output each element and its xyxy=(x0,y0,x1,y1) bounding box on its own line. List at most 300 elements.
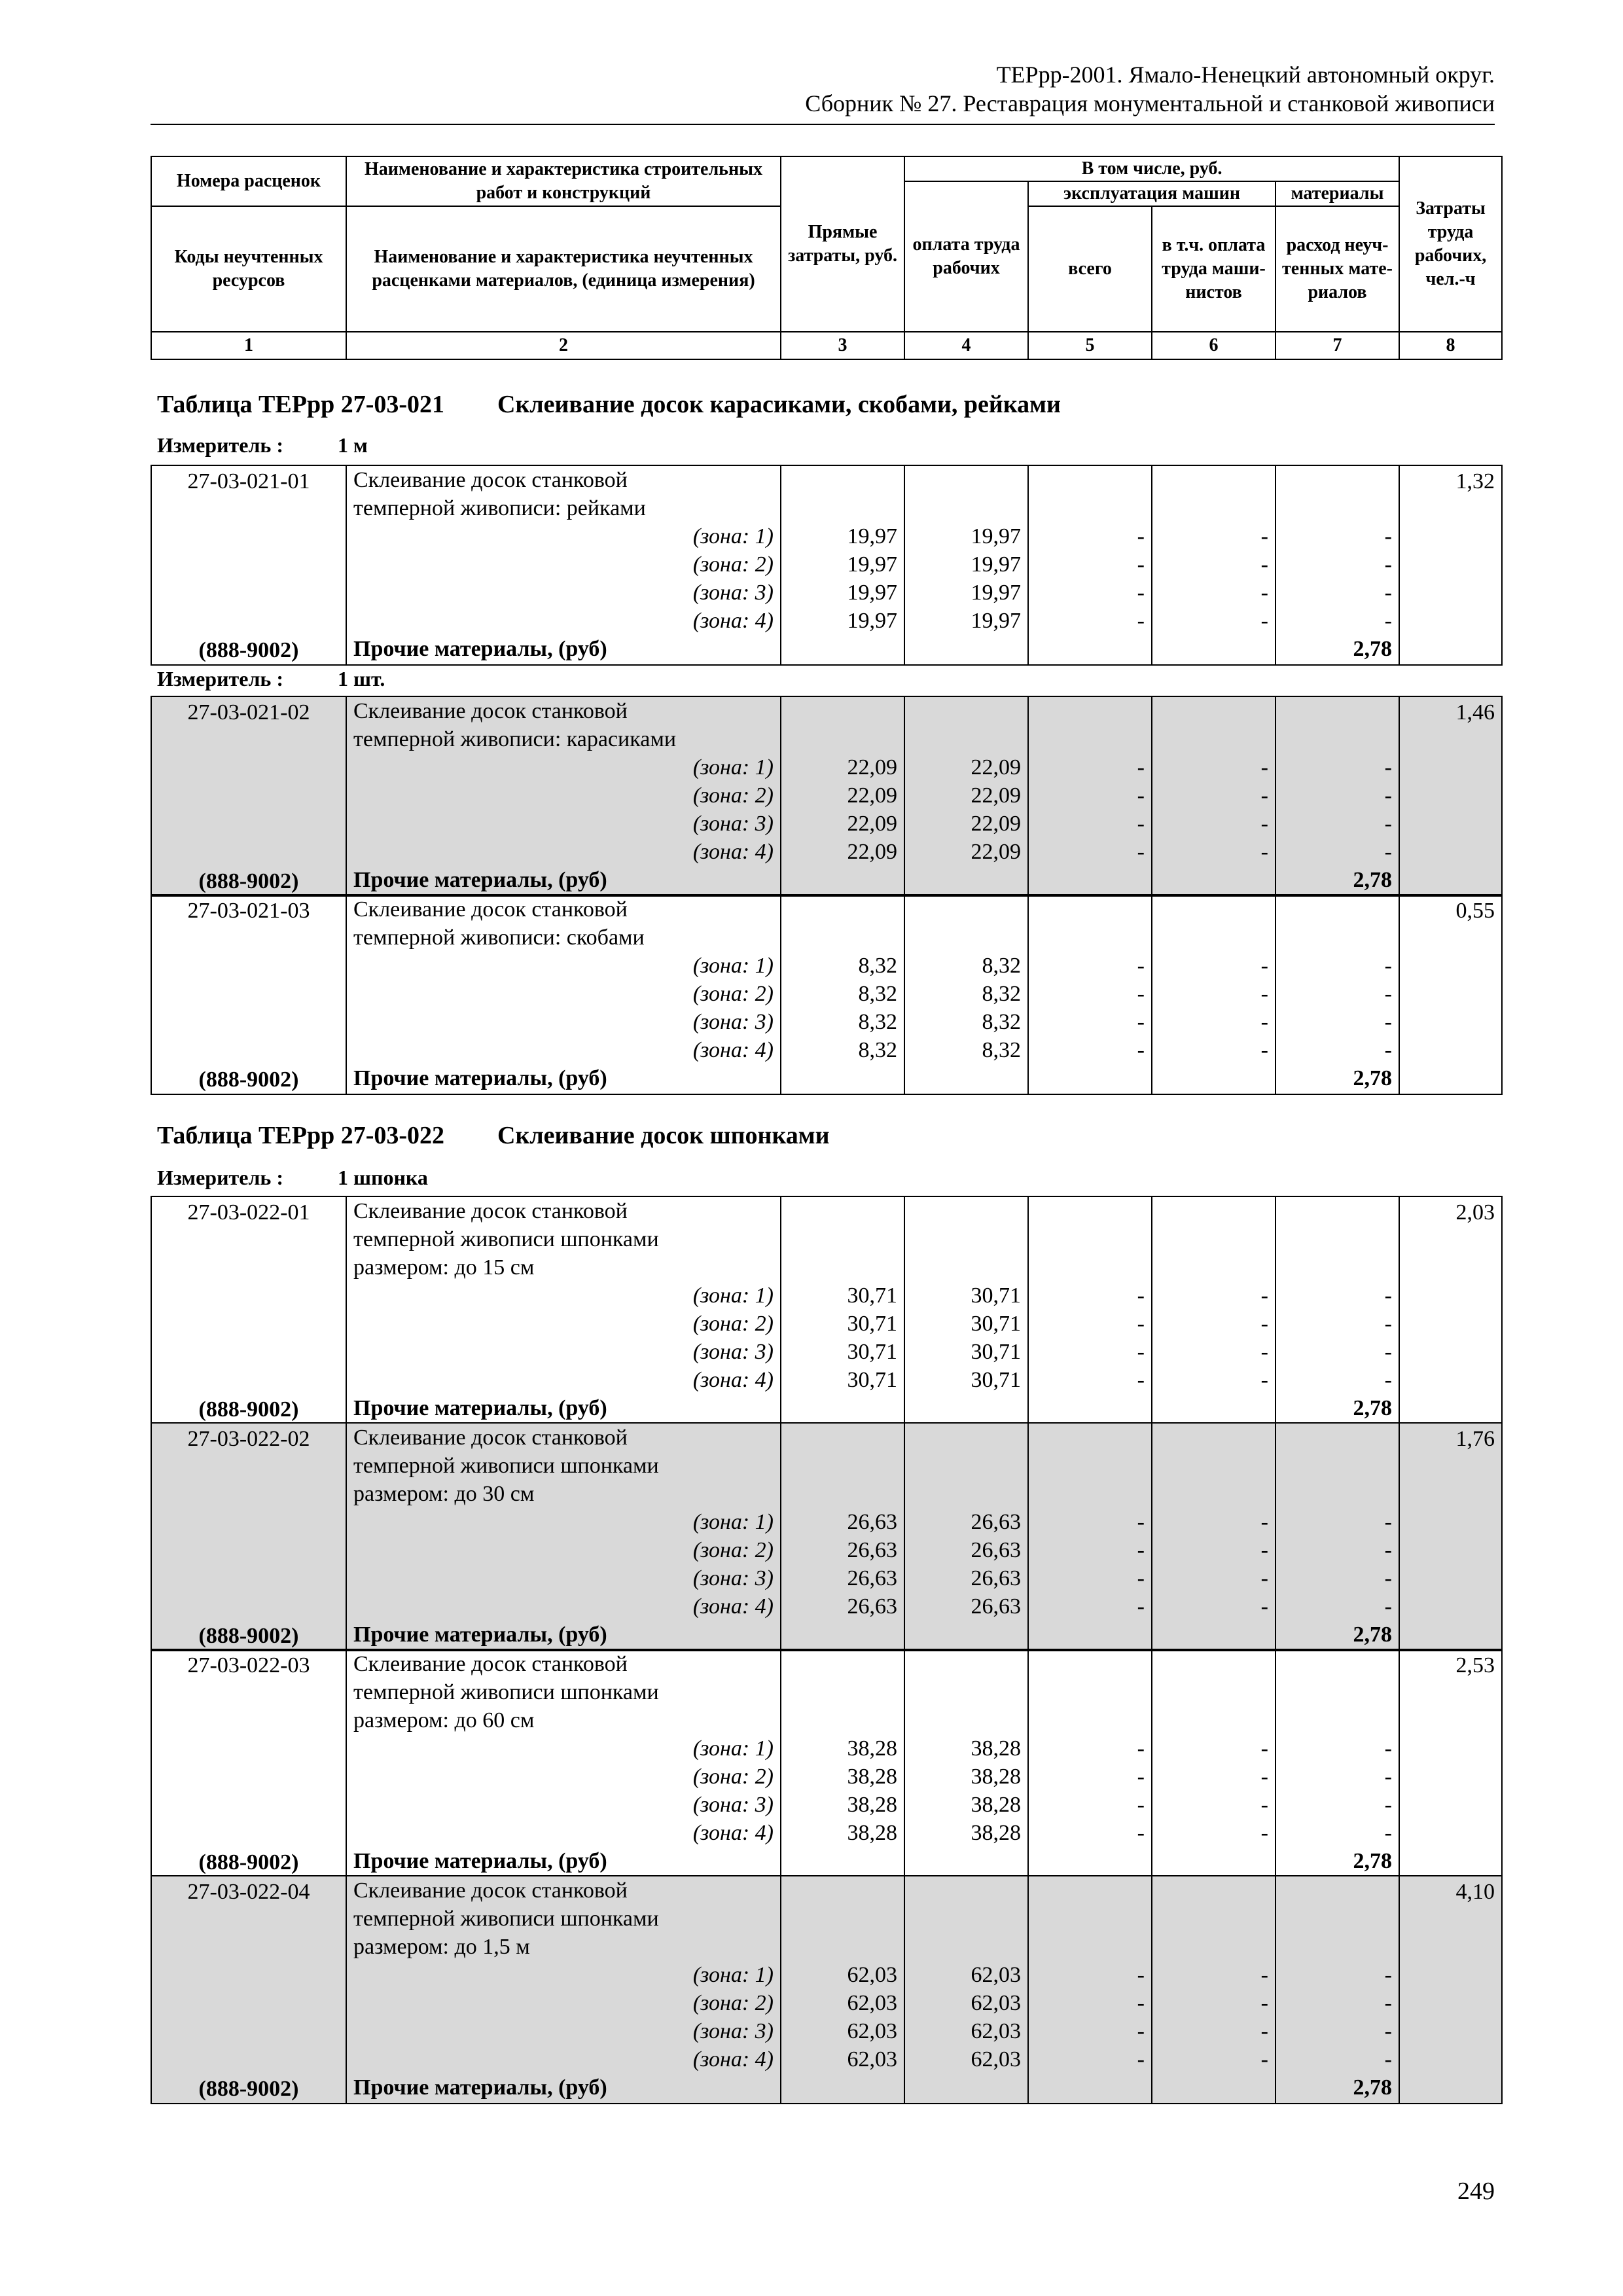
machinist-pay-cell xyxy=(1152,1196,1275,1424)
material-code: (888-9002) xyxy=(198,1397,299,1422)
direct-cost-value: 38,28 xyxy=(847,1736,897,1761)
zone-label: (зона: 4) xyxy=(692,1038,774,1062)
meter-line xyxy=(157,433,368,457)
zone-label: (зона: 3) xyxy=(692,581,774,605)
meter-value: 1 шпонка xyxy=(338,1166,428,1189)
rate-code-cell xyxy=(151,1196,346,1424)
machines-total-cell xyxy=(1028,1876,1152,2104)
material-name: Прочие материалы, (руб) xyxy=(353,637,607,661)
materials-value: - xyxy=(1384,1594,1392,1619)
machinist-pay-value: - xyxy=(1260,1368,1268,1392)
material-consumption-value: 2,78 xyxy=(1353,868,1392,892)
work-description-cell xyxy=(346,1196,781,1424)
direct-cost-cell xyxy=(781,1876,904,2104)
work-description-line: темперной живописи шпонками xyxy=(353,1454,659,1478)
direct-cost-value: 19,97 xyxy=(847,581,897,605)
page-header xyxy=(151,60,1495,118)
header-machinist-pay: в т.ч. оплата труда маши-нистов xyxy=(1152,206,1275,332)
direct-cost-value: 8,32 xyxy=(858,954,897,978)
work-description-line: Склеивание досок станковой xyxy=(353,468,628,492)
work-description-line: темперной живописи: скобами xyxy=(353,925,645,950)
machines-total-value: - xyxy=(1137,1283,1145,1308)
zone-label: (зона: 1) xyxy=(692,954,774,978)
materials-value: - xyxy=(1384,755,1392,780)
materials-value: - xyxy=(1384,1340,1392,1364)
machines-total-value: - xyxy=(1137,1963,1145,1987)
labor-hours-cell xyxy=(1399,1423,1502,1651)
labor-pay-value: 19,97 xyxy=(971,609,1021,633)
zone-label: (зона: 4) xyxy=(692,2047,774,2072)
machinist-pay-cell xyxy=(1152,696,1275,896)
machinist-pay-value: - xyxy=(1260,2019,1268,2043)
machines-total-value: - xyxy=(1137,2047,1145,2072)
direct-cost-value: 22,09 xyxy=(847,783,897,808)
labor-pay-value: 19,97 xyxy=(971,581,1021,605)
labor-pay-value: 62,03 xyxy=(971,2019,1021,2043)
labor-pay-value: 38,28 xyxy=(971,1736,1021,1761)
direct-cost-value: 8,32 xyxy=(858,1038,897,1062)
material-name: Прочие материалы, (руб) xyxy=(353,2075,607,2100)
rate-code-cell xyxy=(151,465,346,665)
labor-hours-value: 1,32 xyxy=(1455,469,1495,493)
rate-block xyxy=(151,465,1503,666)
zone-label: (зона: 3) xyxy=(692,1793,774,1817)
machines-total-value: - xyxy=(1137,1765,1145,1789)
zone-label: (зона: 1) xyxy=(692,1510,774,1534)
machines-total-value: - xyxy=(1137,609,1145,633)
rate-code-cell xyxy=(151,1649,346,1877)
machines-total-value: - xyxy=(1137,581,1145,605)
work-description-line: темперной живописи: карасиками xyxy=(353,727,677,751)
zone-label: (зона: 2) xyxy=(692,1991,774,2015)
materials-value: - xyxy=(1384,1038,1392,1062)
materials-value: - xyxy=(1384,2047,1392,2072)
rate-code-cell xyxy=(151,696,346,896)
machinist-pay-value: - xyxy=(1260,2047,1268,2072)
machinist-pay-value: - xyxy=(1260,524,1268,548)
materials-value: - xyxy=(1384,1283,1392,1308)
rate-block xyxy=(151,696,1503,897)
header-line-2: Сборник № 27. Реставрация монументальной и станковой живописи xyxy=(805,90,1495,117)
meter-line xyxy=(157,1166,428,1190)
direct-cost-value: 30,71 xyxy=(847,1368,897,1392)
machinist-pay-value: - xyxy=(1260,1821,1268,1845)
direct-cost-value: 8,32 xyxy=(858,982,897,1006)
machinist-pay-value: - xyxy=(1260,1765,1268,1789)
material-name: Прочие материалы, (руб) xyxy=(353,1849,607,1873)
labor-hours-cell xyxy=(1399,895,1502,1094)
labor-pay-cell xyxy=(904,1876,1028,2104)
materials-value: - xyxy=(1384,581,1392,605)
direct-cost-value: 62,03 xyxy=(847,1991,897,2015)
machines-total-value: - xyxy=(1137,954,1145,978)
materials-value: - xyxy=(1384,1010,1392,1034)
direct-cost-cell xyxy=(781,1196,904,1424)
machinist-pay-cell xyxy=(1152,1876,1275,2104)
machinist-pay-cell xyxy=(1152,1423,1275,1651)
machines-total-value: - xyxy=(1137,1736,1145,1761)
rate-code: 27-03-021-02 xyxy=(187,700,310,725)
section-title xyxy=(157,390,1061,419)
work-description-cell xyxy=(346,1423,781,1651)
rate-code: 27-03-022-04 xyxy=(187,1880,310,1904)
labor-pay-value: 8,32 xyxy=(982,982,1021,1006)
work-description-line: Склеивание досок станковой xyxy=(353,1426,628,1450)
zone-label: (зона: 1) xyxy=(692,1963,774,1987)
materials-value: - xyxy=(1384,524,1392,548)
material-code: (888-9002) xyxy=(198,2077,299,2101)
labor-pay-value: 19,97 xyxy=(971,524,1021,548)
header-rule xyxy=(151,124,1495,125)
labor-pay-cell xyxy=(904,696,1028,896)
materials-value: - xyxy=(1384,1991,1392,2015)
section-title xyxy=(157,1121,830,1150)
zone-label: (зона: 4) xyxy=(692,840,774,864)
materials-value: - xyxy=(1384,609,1392,633)
materials-value: - xyxy=(1384,954,1392,978)
material-code: (888-9002) xyxy=(198,1850,299,1874)
page-number: 249 xyxy=(1457,2178,1495,2205)
direct-cost-value: 26,63 xyxy=(847,1566,897,1590)
machines-total-value: - xyxy=(1137,1566,1145,1590)
machinist-pay-value: - xyxy=(1260,1538,1268,1562)
materials-value: - xyxy=(1384,1963,1392,1987)
direct-cost-value: 22,09 xyxy=(847,812,897,836)
machinist-pay-value: - xyxy=(1260,982,1268,1006)
direct-cost-value: 19,97 xyxy=(847,609,897,633)
rate-block xyxy=(151,1422,1503,1651)
machines-total-value: - xyxy=(1137,2019,1145,2043)
header-machines: эксплуатация машин xyxy=(1028,181,1275,206)
column-number: 5 xyxy=(1028,332,1152,359)
machinist-pay-value: - xyxy=(1260,1566,1268,1590)
machines-total-value: - xyxy=(1137,552,1145,577)
column-number: 3 xyxy=(781,332,904,359)
labor-pay-cell xyxy=(904,1423,1028,1651)
meter-line xyxy=(157,667,385,691)
direct-cost-value: 22,09 xyxy=(847,755,897,780)
zone-label: (зона: 3) xyxy=(692,1010,774,1034)
materials-cell xyxy=(1275,696,1399,896)
zone-label: (зона: 1) xyxy=(692,1736,774,1761)
work-description-line: размером: до 15 см xyxy=(353,1255,535,1280)
header-machines-total: всего xyxy=(1028,206,1152,332)
rate-code: 27-03-021-03 xyxy=(187,899,310,923)
work-description-cell xyxy=(346,465,781,665)
labor-hours-cell xyxy=(1399,1196,1502,1424)
zone-label: (зона: 2) xyxy=(692,1312,774,1336)
materials-value: - xyxy=(1384,1765,1392,1789)
machines-total-value: - xyxy=(1137,1010,1145,1034)
material-consumption-value: 2,78 xyxy=(1353,1849,1392,1873)
rate-block xyxy=(151,1196,1503,1425)
materials-value: - xyxy=(1384,1312,1392,1336)
material-name: Прочие материалы, (руб) xyxy=(353,1396,607,1420)
labor-pay-value: 26,63 xyxy=(971,1538,1021,1562)
work-description-line: размером: до 60 см xyxy=(353,1708,535,1732)
labor-pay-value: 62,03 xyxy=(971,1963,1021,1987)
zone-label: (зона: 1) xyxy=(692,524,774,548)
direct-cost-value: 26,63 xyxy=(847,1538,897,1562)
machinist-pay-value: - xyxy=(1260,1510,1268,1534)
rate-code-cell xyxy=(151,1876,346,2104)
header-materials: материалы xyxy=(1275,181,1399,206)
labor-pay-cell xyxy=(904,465,1028,665)
materials-value: - xyxy=(1384,1821,1392,1845)
zone-label: (зона: 4) xyxy=(692,1821,774,1845)
direct-cost-cell xyxy=(781,895,904,1094)
labor-pay-value: 30,71 xyxy=(971,1340,1021,1364)
labor-pay-value: 62,03 xyxy=(971,1991,1021,2015)
zone-label: (зона: 2) xyxy=(692,552,774,577)
material-consumption-value: 2,78 xyxy=(1353,637,1392,661)
header-material-consumption: расход неуч-тенных мате-риалов xyxy=(1275,206,1399,332)
direct-cost-value: 30,71 xyxy=(847,1283,897,1308)
machinist-pay-value: - xyxy=(1260,1010,1268,1034)
machinist-pay-value: - xyxy=(1260,1340,1268,1364)
header-labor-costs: Затраты труда рабочих, чел.-ч xyxy=(1399,156,1502,332)
rate-block xyxy=(151,894,1503,1095)
machines-total-value: - xyxy=(1137,1340,1145,1364)
zone-label: (зона: 3) xyxy=(692,1340,774,1364)
machinist-pay-value: - xyxy=(1260,581,1268,605)
labor-pay-cell xyxy=(904,895,1028,1094)
materials-value: - xyxy=(1384,1510,1392,1534)
machinist-pay-value: - xyxy=(1260,1038,1268,1062)
labor-pay-value: 62,03 xyxy=(971,2047,1021,2072)
materials-cell xyxy=(1275,1649,1399,1877)
rate-code: 27-03-021-01 xyxy=(187,469,310,493)
meter-label: Измеритель : xyxy=(157,433,283,457)
zone-label: (зона: 3) xyxy=(692,812,774,836)
labor-pay-value: 30,71 xyxy=(971,1312,1021,1336)
labor-pay-value: 30,71 xyxy=(971,1368,1021,1392)
rate-code-cell xyxy=(151,895,346,1094)
labor-hours-cell xyxy=(1399,465,1502,665)
work-description-cell xyxy=(346,1649,781,1877)
zone-label: (зона: 1) xyxy=(692,755,774,780)
machinist-pay-value: - xyxy=(1260,1594,1268,1619)
labor-pay-value: 38,28 xyxy=(971,1793,1021,1817)
labor-hours-value: 0,55 xyxy=(1455,899,1495,923)
machines-total-value: - xyxy=(1137,1538,1145,1562)
machinist-pay-value: - xyxy=(1260,1312,1268,1336)
direct-cost-value: 38,28 xyxy=(847,1821,897,1845)
zone-label: (зона: 4) xyxy=(692,1594,774,1619)
column-number: 4 xyxy=(904,332,1028,359)
work-description-line: темперной живописи шпонками xyxy=(353,1907,659,1931)
material-consumption-value: 2,78 xyxy=(1353,1623,1392,1647)
zone-label: (зона: 2) xyxy=(692,1538,774,1562)
labor-hours-value: 2,03 xyxy=(1455,1200,1495,1225)
material-code: (888-9002) xyxy=(198,869,299,893)
machines-total-cell xyxy=(1028,696,1152,896)
work-description-line: размером: до 30 см xyxy=(353,1482,535,1506)
work-description-line: Склеивание досок станковой xyxy=(353,1199,628,1223)
labor-pay-value: 8,32 xyxy=(982,954,1021,978)
direct-cost-value: 38,28 xyxy=(847,1793,897,1817)
machinist-pay-value: - xyxy=(1260,1991,1268,2015)
machinist-pay-value: - xyxy=(1260,954,1268,978)
header-line-1: ТЕРрр-2001. Ямало-Ненецкий автономный округ. xyxy=(996,62,1495,88)
labor-pay-cell xyxy=(904,1196,1028,1424)
materials-value: - xyxy=(1384,2019,1392,2043)
machines-total-value: - xyxy=(1137,1368,1145,1392)
work-description-line: Склеивание досок станковой xyxy=(353,897,628,922)
materials-cell xyxy=(1275,1423,1399,1651)
direct-cost-value: 62,03 xyxy=(847,2019,897,2043)
labor-pay-value: 30,71 xyxy=(971,1283,1021,1308)
work-description-line: темперной живописи: рейками xyxy=(353,496,646,520)
machines-total-value: - xyxy=(1137,1991,1145,2015)
material-name: Прочие материалы, (руб) xyxy=(353,1623,607,1647)
column-number: 2 xyxy=(346,332,781,359)
machinist-pay-cell xyxy=(1152,465,1275,665)
machinist-pay-value: - xyxy=(1260,1793,1268,1817)
labor-pay-cell xyxy=(904,1649,1028,1877)
machines-total-value: - xyxy=(1137,1594,1145,1619)
labor-pay-value: 38,28 xyxy=(971,1765,1021,1789)
materials-cell xyxy=(1275,1876,1399,2104)
machinist-pay-value: - xyxy=(1260,609,1268,633)
machines-total-cell xyxy=(1028,895,1152,1094)
materials-value: - xyxy=(1384,840,1392,864)
direct-cost-value: 26,63 xyxy=(847,1510,897,1534)
header-resource-codes: Коды неучтенных ресурсов xyxy=(151,206,346,332)
materials-value: - xyxy=(1384,1736,1392,1761)
direct-cost-cell xyxy=(781,465,904,665)
machinist-pay-cell xyxy=(1152,895,1275,1094)
machines-total-cell xyxy=(1028,1423,1152,1651)
header-material-name: Наименование и характеристика неучтенных расценками материалов, (единица измерения) xyxy=(346,206,781,332)
machines-total-cell xyxy=(1028,465,1152,665)
work-description-cell xyxy=(346,696,781,896)
meter-label: Измеритель : xyxy=(157,667,283,691)
rate-code: 27-03-022-02 xyxy=(187,1427,310,1451)
work-description-line: Склеивание досок станковой xyxy=(353,1878,628,1903)
zone-label: (зона: 3) xyxy=(692,1566,774,1590)
materials-cell xyxy=(1275,895,1399,1094)
rate-code: 27-03-022-01 xyxy=(187,1200,310,1225)
material-code: (888-9002) xyxy=(198,1067,299,1092)
work-description-line: темперной живописи шпонками xyxy=(353,1227,659,1251)
labor-pay-value: 22,09 xyxy=(971,840,1021,864)
materials-value: - xyxy=(1384,1538,1392,1562)
labor-hours-value: 4,10 xyxy=(1455,1880,1495,1904)
header-direct-costs: Прямые затраты, руб. xyxy=(781,156,904,332)
machines-total-value: - xyxy=(1137,1038,1145,1062)
material-name: Прочие материалы, (руб) xyxy=(353,868,607,892)
rate-code: 27-03-022-03 xyxy=(187,1653,310,1677)
work-description-cell xyxy=(346,895,781,1094)
labor-hours-value: 1,46 xyxy=(1455,700,1495,725)
column-header-table xyxy=(151,156,1503,360)
section-title-text: Склеивание досок карасиками, скобами, рейками xyxy=(497,391,1061,418)
machinist-pay-value: - xyxy=(1260,1283,1268,1308)
direct-cost-value: 19,97 xyxy=(847,552,897,577)
machines-total-cell xyxy=(1028,1649,1152,1877)
machinist-pay-value: - xyxy=(1260,552,1268,577)
machines-total-cell xyxy=(1028,1196,1152,1424)
direct-cost-value: 26,63 xyxy=(847,1594,897,1619)
machinist-pay-value: - xyxy=(1260,840,1268,864)
materials-value: - xyxy=(1384,783,1392,808)
material-consumption-value: 2,78 xyxy=(1353,2075,1392,2100)
materials-cell xyxy=(1275,465,1399,665)
labor-pay-value: 19,97 xyxy=(971,552,1021,577)
work-description-line: Склеивание досок станковой xyxy=(353,699,628,723)
header-rate-numbers: Номера расценок xyxy=(151,156,346,206)
rate-block xyxy=(151,1649,1503,1878)
labor-hours-value: 2,53 xyxy=(1455,1653,1495,1677)
materials-value: - xyxy=(1384,982,1392,1006)
direct-cost-cell xyxy=(781,1423,904,1651)
direct-cost-value: 62,03 xyxy=(847,1963,897,1987)
work-description-line: размером: до 1,5 м xyxy=(353,1935,530,1959)
direct-cost-cell xyxy=(781,1649,904,1877)
materials-cell xyxy=(1275,1196,1399,1424)
materials-value: - xyxy=(1384,1566,1392,1590)
work-description-line: темперной живописи шпонками xyxy=(353,1680,659,1704)
machinist-pay-cell xyxy=(1152,1649,1275,1877)
section-title-code: Таблица ТЕРрр 27-03-022 xyxy=(157,1122,445,1149)
machines-total-value: - xyxy=(1137,982,1145,1006)
machinist-pay-value: - xyxy=(1260,755,1268,780)
labor-pay-value: 22,09 xyxy=(971,812,1021,836)
header-labor-pay: оплата труда рабочих xyxy=(904,181,1028,332)
labor-pay-value: 8,32 xyxy=(982,1038,1021,1062)
column-number: 1 xyxy=(151,332,346,359)
meter-label: Измеритель : xyxy=(157,1166,283,1189)
machines-total-value: - xyxy=(1137,1793,1145,1817)
rate-code-cell xyxy=(151,1423,346,1651)
direct-cost-value: 8,32 xyxy=(858,1010,897,1034)
labor-pay-value: 26,63 xyxy=(971,1594,1021,1619)
direct-cost-value: 30,71 xyxy=(847,1340,897,1364)
material-consumption-value: 2,78 xyxy=(1353,1066,1392,1090)
labor-hours-cell xyxy=(1399,696,1502,896)
zone-label: (зона: 2) xyxy=(692,1765,774,1789)
rate-block xyxy=(151,1875,1503,2104)
materials-value: - xyxy=(1384,1793,1392,1817)
material-code: (888-9002) xyxy=(198,1624,299,1648)
materials-value: - xyxy=(1384,812,1392,836)
work-description-cell xyxy=(346,1876,781,2104)
labor-hours-value: 1,76 xyxy=(1455,1427,1495,1451)
machinist-pay-value: - xyxy=(1260,783,1268,808)
machines-total-value: - xyxy=(1137,755,1145,780)
machinist-pay-value: - xyxy=(1260,1736,1268,1761)
zone-label: (зона: 4) xyxy=(692,1368,774,1392)
direct-cost-value: 19,97 xyxy=(847,524,897,548)
machines-total-value: - xyxy=(1137,1510,1145,1534)
labor-pay-value: 26,63 xyxy=(971,1510,1021,1534)
labor-pay-value: 26,63 xyxy=(971,1566,1021,1590)
machines-total-value: - xyxy=(1137,840,1145,864)
machines-total-value: - xyxy=(1137,812,1145,836)
section-title-text: Склеивание досок шпонками xyxy=(497,1122,830,1149)
zone-label: (зона: 2) xyxy=(692,783,774,808)
header-including: В том числе, руб. xyxy=(904,156,1399,181)
machines-total-value: - xyxy=(1137,1312,1145,1336)
direct-cost-value: 30,71 xyxy=(847,1312,897,1336)
meter-value: 1 шт. xyxy=(338,667,385,691)
machinist-pay-value: - xyxy=(1260,1963,1268,1987)
zone-label: (зона: 1) xyxy=(692,1283,774,1308)
machines-total-value: - xyxy=(1137,783,1145,808)
labor-pay-value: 38,28 xyxy=(971,1821,1021,1845)
zone-label: (зона: 4) xyxy=(692,609,774,633)
